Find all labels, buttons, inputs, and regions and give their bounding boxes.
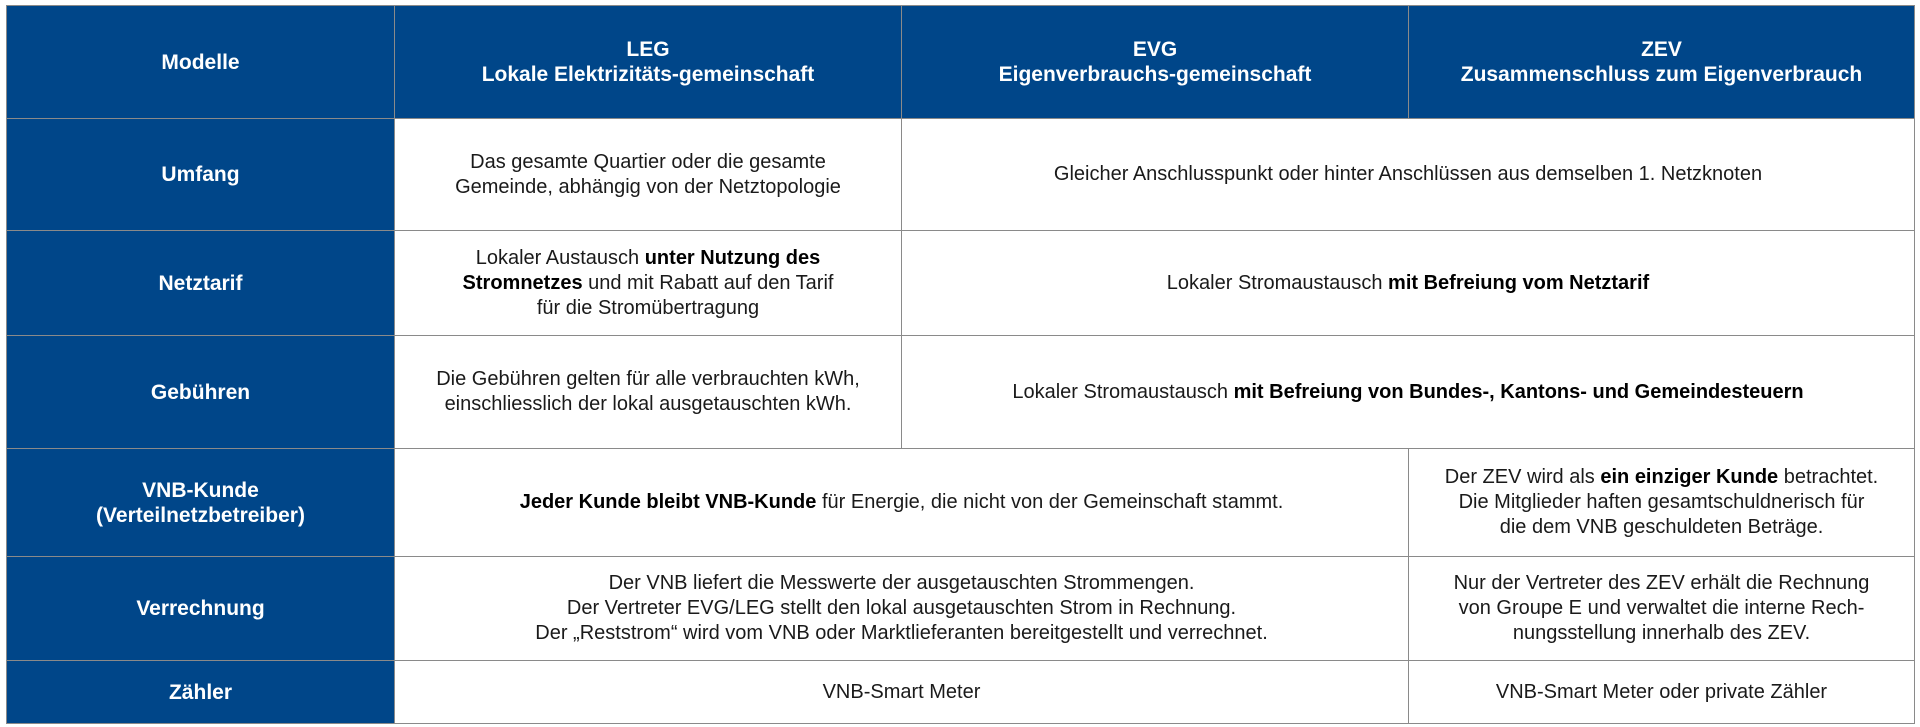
umfang-leg-cell	[395, 119, 902, 231]
zaehler-leg-evg-text: VNB-Smart Meter	[822, 680, 981, 703]
vnb-kunde-zev-b: ein einziger Kunde	[1600, 466, 1779, 488]
row-gebuehren	[7, 336, 1915, 449]
zaehler-zev-cell	[1409, 661, 1915, 724]
verrechnung-zev-line2: von Groupe E und verwaltet die interne Rech-	[1458, 597, 1865, 619]
gebuehren-evg-zev-b: mit Befreiung von Bundes-, Kantons- und Gemeindesteuern	[1233, 380, 1804, 403]
zaehler-zev-text: VNB-Smart Meter oder private Zähler	[1495, 680, 1828, 703]
row-label-umfang	[7, 119, 395, 231]
header-evg-abbr: EVG	[1132, 38, 1178, 61]
comparison-table	[6, 5, 1915, 724]
netztarif-leg-a: Lokaler Austausch	[475, 246, 645, 269]
row-label-netztarif	[7, 231, 395, 336]
header-evg-name: Eigenverbrauchs-gemeinschaft	[998, 63, 1312, 86]
vnb-kunde-zev-c: betrachtet.	[1778, 466, 1879, 488]
row-zaehler	[7, 661, 1915, 724]
zaehler-leg-evg-cell	[395, 661, 1409, 724]
header-leg-abbr: LEG	[626, 38, 670, 61]
umfang-leg-line2: Gemeinde, abhängig von der Netztopologie	[455, 175, 841, 198]
row-label-gebuehren	[7, 336, 395, 449]
row-vnb-kunde	[7, 449, 1915, 557]
header-zev-abbr: ZEV	[1641, 38, 1682, 61]
netztarif-label: Netztarif	[158, 271, 243, 295]
netztarif-leg-e: für die Stromübertragung	[536, 296, 760, 319]
umfang-evg-zev-cell	[902, 119, 1915, 231]
vnb-kunde-label-line2: (Verteilnetzbetreiber)	[96, 503, 305, 527]
row-label-verrechnung	[7, 557, 395, 661]
gebuehren-leg-line1: Die Gebühren gelten für alle verbrauchten kWh,	[436, 368, 860, 390]
verrechnung-zev-line1: Nur der Vertreter des ZEV erhält die Rechnung	[1453, 572, 1870, 594]
header-models	[7, 6, 395, 119]
netztarif-leg-d: und mit Rabatt auf den Tarif	[582, 271, 834, 294]
gebuehren-leg-cell	[395, 336, 902, 449]
row-verrechnung	[7, 557, 1915, 661]
row-label-vnb-kunde	[7, 449, 395, 557]
row-netztarif	[7, 231, 1915, 336]
verrechnung-leg-evg-line2: Der Vertreter EVG/LEG stellt den lokal ausgetauschten Strom in Rechnung.	[566, 597, 1237, 619]
vnb-kunde-zev-a: Der ZEV wird als	[1444, 466, 1601, 488]
umfang-label: Umfang	[161, 163, 240, 186]
netztarif-evg-zev-cell	[902, 231, 1915, 336]
vnb-kunde-leg-evg-b: für Energie, die nicht von der Gemeinschaft stammt.	[816, 491, 1284, 513]
gebuehren-evg-zev-cell	[902, 336, 1915, 449]
vnb-kunde-zev-line2: Die Mitglieder haften gesamtschuldnerisch für	[1458, 491, 1865, 513]
netztarif-leg-b: unter Nutzung des	[644, 246, 821, 269]
header-leg-name: Lokale Elektrizitäts-gemeinschaft	[481, 63, 815, 86]
netztarif-leg-c: Stromnetzes	[462, 271, 583, 294]
verrechnung-zev-cell	[1409, 557, 1915, 661]
vnb-kunde-leg-evg-a: Jeder Kunde bleibt VNB-Kunde	[519, 491, 817, 513]
umfang-evg-zev-text: Gleicher Anschlusspunkt oder hinter Anschlüssen aus demselben 1. Netzknoten	[1053, 163, 1763, 185]
header-zev	[1409, 6, 1915, 119]
header-models-label: Modelle	[161, 50, 240, 74]
gebuehren-leg-line2: einschliesslich der lokal ausgetauschten kWh.	[444, 393, 852, 415]
header-zev-name: Zusammenschluss zum Eigenverbrauch	[1460, 63, 1863, 86]
verrechnung-zev-line3: nungsstellung innerhalb des ZEV.	[1512, 622, 1811, 644]
netztarif-evg-zev-b: mit Befreiung vom Netztarif	[1388, 271, 1650, 294]
netztarif-evg-zev-a: Lokaler Stromaustausch	[1166, 271, 1389, 294]
verrechnung-leg-evg-line1: Der VNB liefert die Messwerte der ausgetauschten Strommengen.	[608, 572, 1195, 594]
gebuehren-evg-zev-a: Lokaler Stromaustausch	[1012, 380, 1234, 403]
verrechnung-leg-evg-cell	[395, 557, 1409, 661]
header-leg	[395, 6, 902, 119]
gebuehren-label: Gebühren	[150, 380, 251, 404]
vnb-kunde-label-line1: VNB-Kunde	[142, 478, 259, 502]
header-row	[7, 6, 1915, 119]
vnb-kunde-zev-line3: die dem VNB geschuldeten Beträge.	[1499, 516, 1824, 538]
umfang-leg-line1: Das gesamte Quartier oder die gesamte	[470, 150, 826, 173]
verrechnung-label: Verrechnung	[136, 597, 265, 620]
verrechnung-leg-evg-line3: Der „Reststrom“ wird vom VNB oder Marktlieferanten bereitgestellt und verrechnet.	[535, 622, 1268, 644]
vnb-kunde-leg-evg-cell	[395, 449, 1409, 557]
vnb-kunde-zev-cell	[1409, 449, 1915, 557]
zaehler-label: Zähler	[168, 680, 233, 704]
header-evg	[902, 6, 1409, 119]
netztarif-leg-cell	[395, 231, 902, 336]
row-umfang	[7, 119, 1915, 231]
row-label-zaehler	[7, 661, 395, 724]
